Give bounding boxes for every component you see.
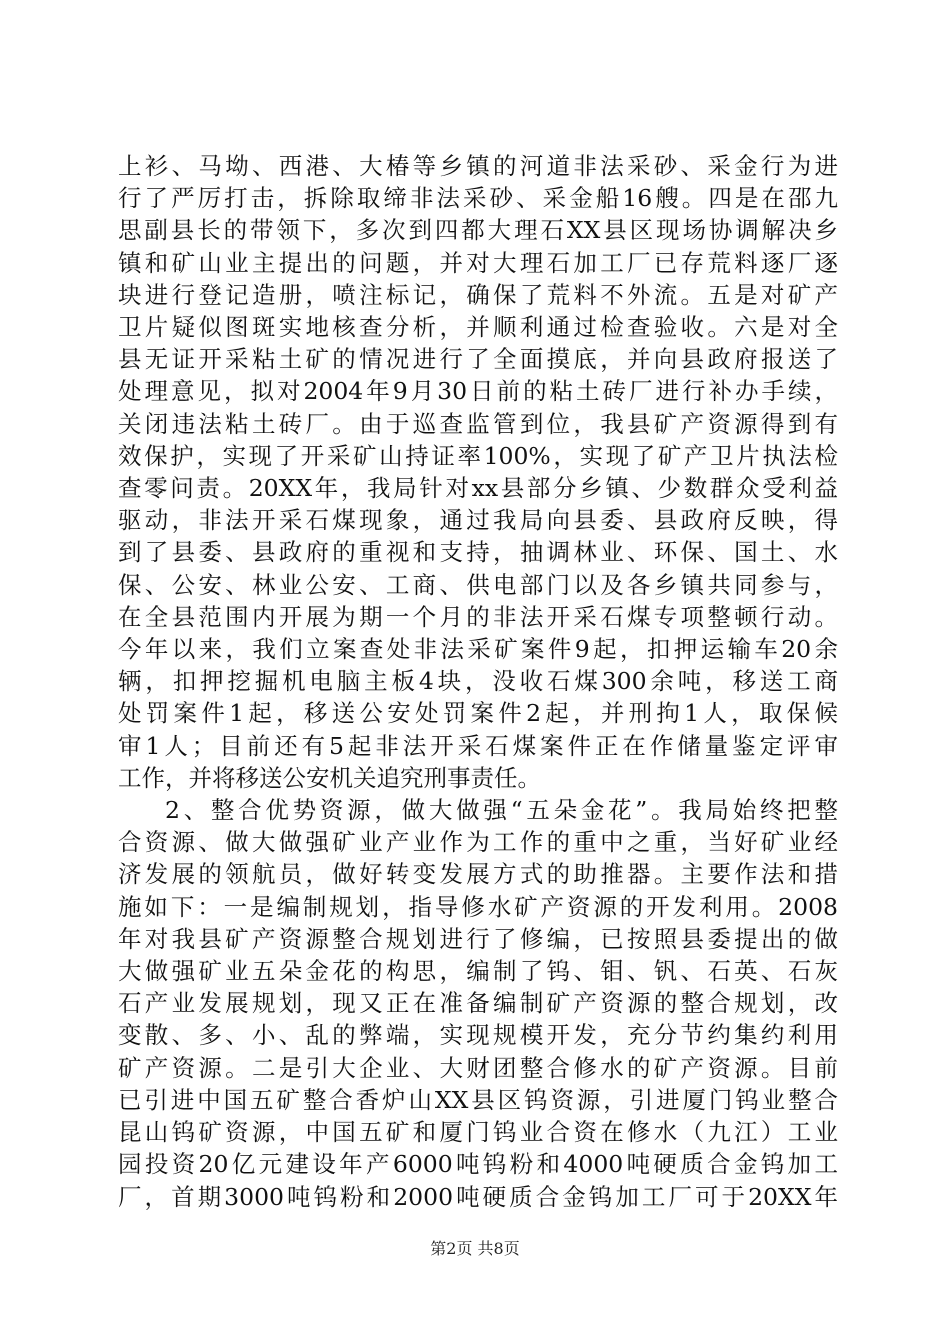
paragraph-1 — [118, 150, 838, 794]
text-line: 处罚案件1起，移送公安处罚案件2起，并刑拘1人，取保候 — [118, 699, 838, 728]
body-text — [118, 150, 838, 1213]
text-line: 已引进中国五矿整合香炉山XX县区钨资源，引进厦门钨业整合 — [118, 1085, 838, 1114]
text-line: 今年以来，我们立案查处非法采矿案件9起，扣押运输车20余 — [118, 635, 838, 664]
text-line: 行了严厉打击，拆除取缔非法采砂、采金船16艘。四是在邵九 — [118, 184, 838, 213]
page-number-footer: 第2页 共8页 — [430, 1239, 520, 1258]
text-line: 大做强矿业五朵金花的构思，编制了钨、钼、钒、石英、石灰 — [118, 957, 838, 986]
text-line: 卫片疑似图斑实地核查分析，并顺利通过检查验收。六是对全 — [118, 313, 838, 342]
text-line: 年对我县矿产资源整合规划进行了修编，已按照县委提出的做 — [118, 924, 838, 953]
text-line: 昆山钨矿资源，中国五矿和厦门钨业合资在修水（九江）工业 — [118, 1118, 838, 1147]
text-line: 济发展的领航员，做好转变发展方式的助推器。主要作法和措 — [118, 860, 838, 889]
text-line: 在全县范围内开展为期一个月的非法开采石煤专项整顿行动。 — [118, 602, 838, 631]
text-line: 上衫、马坳、西港、大椿等乡镇的河道非法采砂、采金行为进 — [118, 152, 838, 180]
text-line: 到了县委、县政府的重视和支持，抽调林业、环保、国土、水 — [118, 538, 838, 567]
text-line: 驱动，非法开采石煤现象，通过我局向县委、县政府反映，得 — [118, 506, 838, 535]
text-line: 处理意见，拟对2004年9月30日前的粘土砖厂进行补办手续， — [118, 377, 838, 406]
text-line: 关闭违法粘土砖厂。由于巡查监管到位，我县矿产资源得到有 — [118, 409, 838, 438]
text-line: 审1人；目前还有5起非法开采石煤案件正在作储量鉴定评审 — [118, 731, 838, 760]
text-line: 效保护，实现了开采矿山持证率100%，实现了矿产卫片执法检 — [118, 441, 838, 470]
text-line: 变散、多、小、乱的弊端，实现规模开发，充分节约集约利用 — [118, 1021, 838, 1050]
text-line: 保、公安、林业公安、工商、供电部门以及各乡镇共同参与， — [118, 570, 838, 599]
text-line: 合资源、做大做强矿业产业作为工作的重中之重，当好矿业经 — [118, 828, 838, 857]
text-line: 厂，首期3000吨钨粉和2000吨硬质合金钨加工厂可于20XX年 — [118, 1182, 838, 1211]
text-line: 工作，并将移送公安机关追究刑事责任。 — [118, 763, 541, 792]
text-line: 县无证开采粘土矿的情况进行了全面摸底，并向县政府报送了 — [118, 345, 838, 374]
text-line: 思副县长的带领下，多次到四都大理石XX县区现场协调解决乡 — [118, 216, 838, 245]
text-line: 镇和矿山业主提出的问题，并对大理石加工厂已存荒料逐厂逐 — [118, 248, 838, 277]
text-line: 园投资20亿元建设年产6000吨钨粉和4000吨硬质合金钨加工 — [118, 1150, 838, 1179]
paragraph-2 — [118, 794, 838, 1213]
text-line: 2、整合优势资源，做大做强“五朵金花”。我局始终把整 — [165, 796, 838, 825]
text-line: 查零问责。20XX年，我局针对xx县部分乡镇、少数群众受利益 — [118, 474, 838, 503]
text-line: 辆，扣押挖掘机电脑主板4块，没收石煤300余吨，移送工商 — [118, 667, 838, 696]
text-line: 块进行登记造册，喷注标记，确保了荒料不外流。五是对矿产 — [118, 280, 838, 309]
text-line: 石产业发展规划，现又正在准备编制矿产资源的整合规划，改 — [118, 989, 838, 1018]
text-line: 矿产资源。二是引大企业、大财团整合修水的矿产资源。目前 — [118, 1053, 838, 1082]
text-line: 施如下：一是编制规划，指导修水矿产资源的开发利用。2008 — [118, 892, 838, 921]
